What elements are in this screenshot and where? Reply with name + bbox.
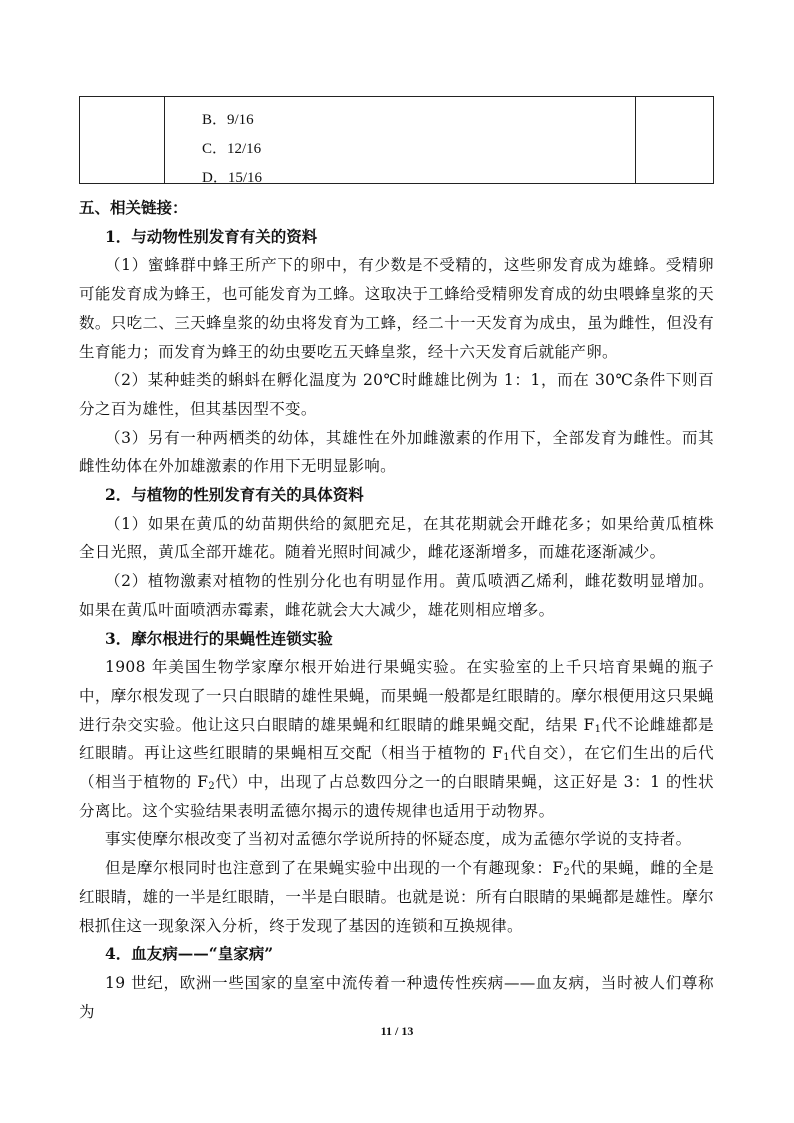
topic-heading: 1．与动物性别发育有关的资料 bbox=[105, 226, 318, 246]
paragraph: （2）植物激素对植物的性别分化也有明显作用。黄瓜喷洒乙烯利，雌花数明显增加。如果在黄瓜叶面喷洒赤霉素，雌花就会大大减少，雄花则相应增多。 bbox=[79, 572, 714, 619]
question-table bbox=[79, 96, 714, 184]
paragraph: 但是摩尔根同时也注意到了在果蝇实验中出现的一个有趣现象：$F_2$代的果蝇，雌的全是红眼睛，雄的一半是红眼睛，一半是白眼睛。也就是说：所有白眼睛的果蝇都是雄性。摩尔根抓住这一现象深入分析，终于发现了基因的连锁和互换规律。 bbox=[79, 859, 714, 935]
page-number: 11 / 13 bbox=[380, 1024, 414, 1038]
option-b: B．9/16 bbox=[202, 112, 254, 128]
table-divider bbox=[635, 97, 636, 183]
topic-heading: 2．与植物的性别发育有关的具体资料 bbox=[105, 485, 364, 505]
option-d: D．15/16 bbox=[202, 170, 263, 186]
section-heading: 五、相关链接： bbox=[79, 198, 188, 217]
topic-heading: 4．血友病——“皇家病” bbox=[105, 944, 274, 964]
table-divider bbox=[164, 97, 165, 183]
paragraph: （1）如果在黄瓜的幼苗期供给的氮肥充足，在其花期就会开雌花多；如果给黄瓜植株全日光照，黄瓜全部开雄花。随着光照时间减少，雌花逐渐增多，而雄花逐渐减少。 bbox=[79, 514, 714, 562]
paragraph: 事实使摩尔根改变了当初对孟德尔学说所持的怀疑态度，成为孟德尔学说的支持者。 bbox=[105, 830, 692, 849]
paragraph: 19 世纪，欧洲一些国家的皇室中流传着一种遗传性疾病——血友病，当时被人们尊称为 bbox=[79, 973, 714, 1021]
topic-heading: 3．摩尔根进行的果蝇性连锁实验 bbox=[105, 628, 333, 648]
paragraph: （2）某种蛙类的蝌蚪在孵化温度为 20℃时雌雄比例为 1：1，而在 30℃条件下则百分之百为雄性，但其基因型不变。 bbox=[79, 371, 714, 418]
paragraph: （3）另有一种两栖类的幼体，其雄性在外加雌激素的作用下，全部发育为雌性。而其雌性幼体在外加雄激素的作用下无明显影响。 bbox=[79, 428, 714, 476]
paragraph: 1908 年美国生物学家摩尔根开始进行果蝇实验。在实验室的上千只培育果蝇的瓶子中，摩尔根发现了一只白眼睛的雄性果蝇，而果蝇一般都是红眼睛的。摩尔根便用这只果蝇进行杂交实验。他让这只白眼睛的雄果蝇和红眼睛的雌果蝇交配，结果 $F_1$代不论雌雄都是红眼睛。再让这些红眼睛的果蝇相互交配（相当于植物的 $F_1$代自交），在它们生出的后代（相当于植物的 $F_2$代）中，出现了占总数四分之一的白眼睛果蝇，这正好是 3：1 的性状分离比。这个实验结果表明孟德尔揭示的遗传规律也适用于动物界。 bbox=[79, 658, 715, 820]
paragraph: （1）蜜蜂群中蜂王所产下的卵中，有少数是不受精的，这些卵发育成为雄蜂。受精卵可能发育成为蜂王，也可能发育为工蜂。这取决于工蜂给受精卵发育成的幼虫喂蜂皇浆的天数。只吃二、三天蜂皇浆的幼虫将发育为工蜂，经二十一天发育为成虫，虽为雌性，但没有生育能力；而发育为蜂王的幼虫要吃五天蜂皇浆，经十六天发育后就能产卵。 bbox=[79, 256, 714, 361]
page-body bbox=[79, 194, 714, 1026]
option-c: C．12/16 bbox=[202, 141, 262, 157]
